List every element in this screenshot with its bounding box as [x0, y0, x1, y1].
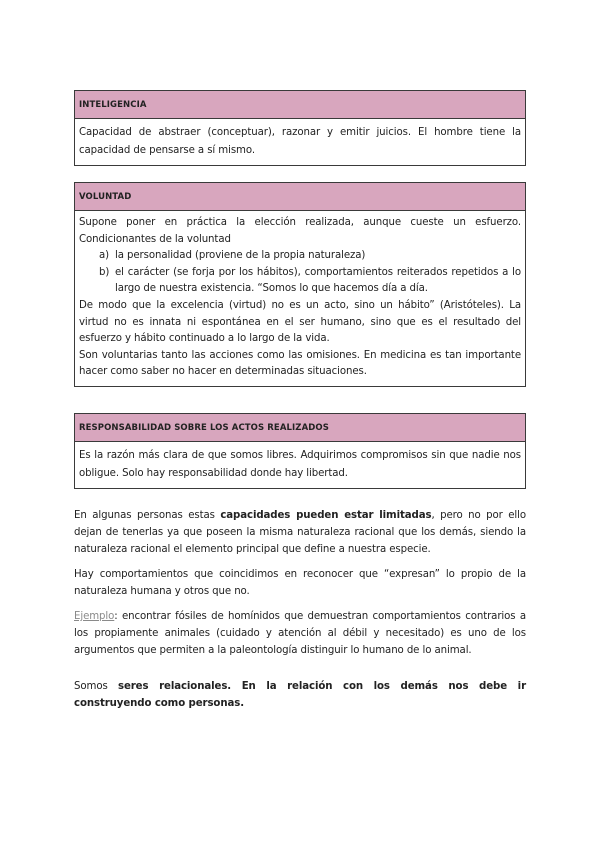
p1-text-rest: , pero no por ello dejan de tenerlas ya que poseen la misma naturaleza racional que los demás, siendo la naturaleza racional el elemento principal que define a nuestra especie.: [74, 510, 526, 556]
responsabilidad-box: [74, 413, 526, 489]
p2-text: Hay comportamientos que coincidimos en reconocer que “expresan” lo propio de la naturaleza humana y otros que no.: [74, 569, 526, 598]
p1-text: En algunas personas estas: [74, 510, 221, 521]
responsabilidad-header: [75, 414, 525, 442]
voluntad-header: [75, 183, 525, 211]
paragraph-comportamientos: [74, 566, 526, 600]
inteligencia-body: [75, 119, 525, 165]
inteligencia-header: [75, 91, 525, 119]
p4-text: Somos: [74, 681, 118, 692]
voluntad-para2: De modo que la excelencia (virtud) no es un acto, sino un hábito” (Aristóteles). La virtud no es innata ni espontánea en el ser humano, sino que es el resultado del esfuerzo y hábito continuado a lo largo de la vida.: [79, 299, 521, 345]
paragraph-ejemplo: [74, 608, 526, 660]
voluntad-box: [74, 182, 526, 387]
voluntad-body: [75, 211, 525, 386]
voluntad-title: VOLUNTAD: [79, 191, 132, 202]
inteligencia-text: Capacidad de abstraer (conceptuar), razonar y emitir juicios. El hombre tiene la capacidad de pensarse a sí mismo.: [79, 127, 521, 156]
voluntad-intro: Supone poner en práctica la elección realizada, aunque cueste un esfuerzo. Condicionantes de la voluntad: [79, 217, 521, 245]
list-item: [79, 248, 521, 265]
responsabilidad-title: RESPONSABILIDAD SOBRE LOS ACTOS REALIZADOS: [79, 422, 329, 433]
list-item: [79, 265, 521, 298]
responsabilidad-body: [75, 442, 525, 488]
list-marker: b): [99, 266, 110, 278]
list-marker: a): [99, 250, 110, 262]
list-item-text: el carácter (se forja por los hábitos), comportamientos reiterados repetidos a lo largo de nuestra existencia. “Somos lo que hacemos día a día.: [115, 266, 521, 295]
condicionantes-list: [79, 248, 521, 298]
list-item-text: la personalidad (proviene de la propia naturaleza): [115, 250, 366, 262]
paragraph-relacionales: [74, 678, 526, 712]
responsabilidad-text: Es la razón más clara de que somos libres. Adquirimos compromisos sin que nadie nos obligue. Solo hay responsabilidad donde hay libertad.: [79, 450, 521, 479]
p4-bold: seres relacionales. En la relación con los demás nos debe ir construyendo como personas.: [74, 681, 526, 710]
p1-bold: capacidades pueden estar limitadas: [220, 510, 432, 521]
p3-text: : encontrar fósiles de homínidos que demuestran comportamientos contrarios a los propiamente animales (cuidado y atención al débil y necesitado) es uno de los argumentos que permiten a la paleontología distinguir lo humano de lo animal.: [74, 611, 526, 657]
voluntad-para3: Son voluntarias tanto las acciones como las omisiones. En medicina es tan importante hacer como saber no hacer en determinadas situaciones.: [79, 349, 521, 378]
ejemplo-link[interactable]: Ejemplo: [74, 611, 115, 622]
inteligencia-title: INTELIGENCIA: [79, 99, 147, 110]
inteligencia-box: [74, 90, 526, 166]
paragraph-limitadas: [74, 507, 526, 559]
